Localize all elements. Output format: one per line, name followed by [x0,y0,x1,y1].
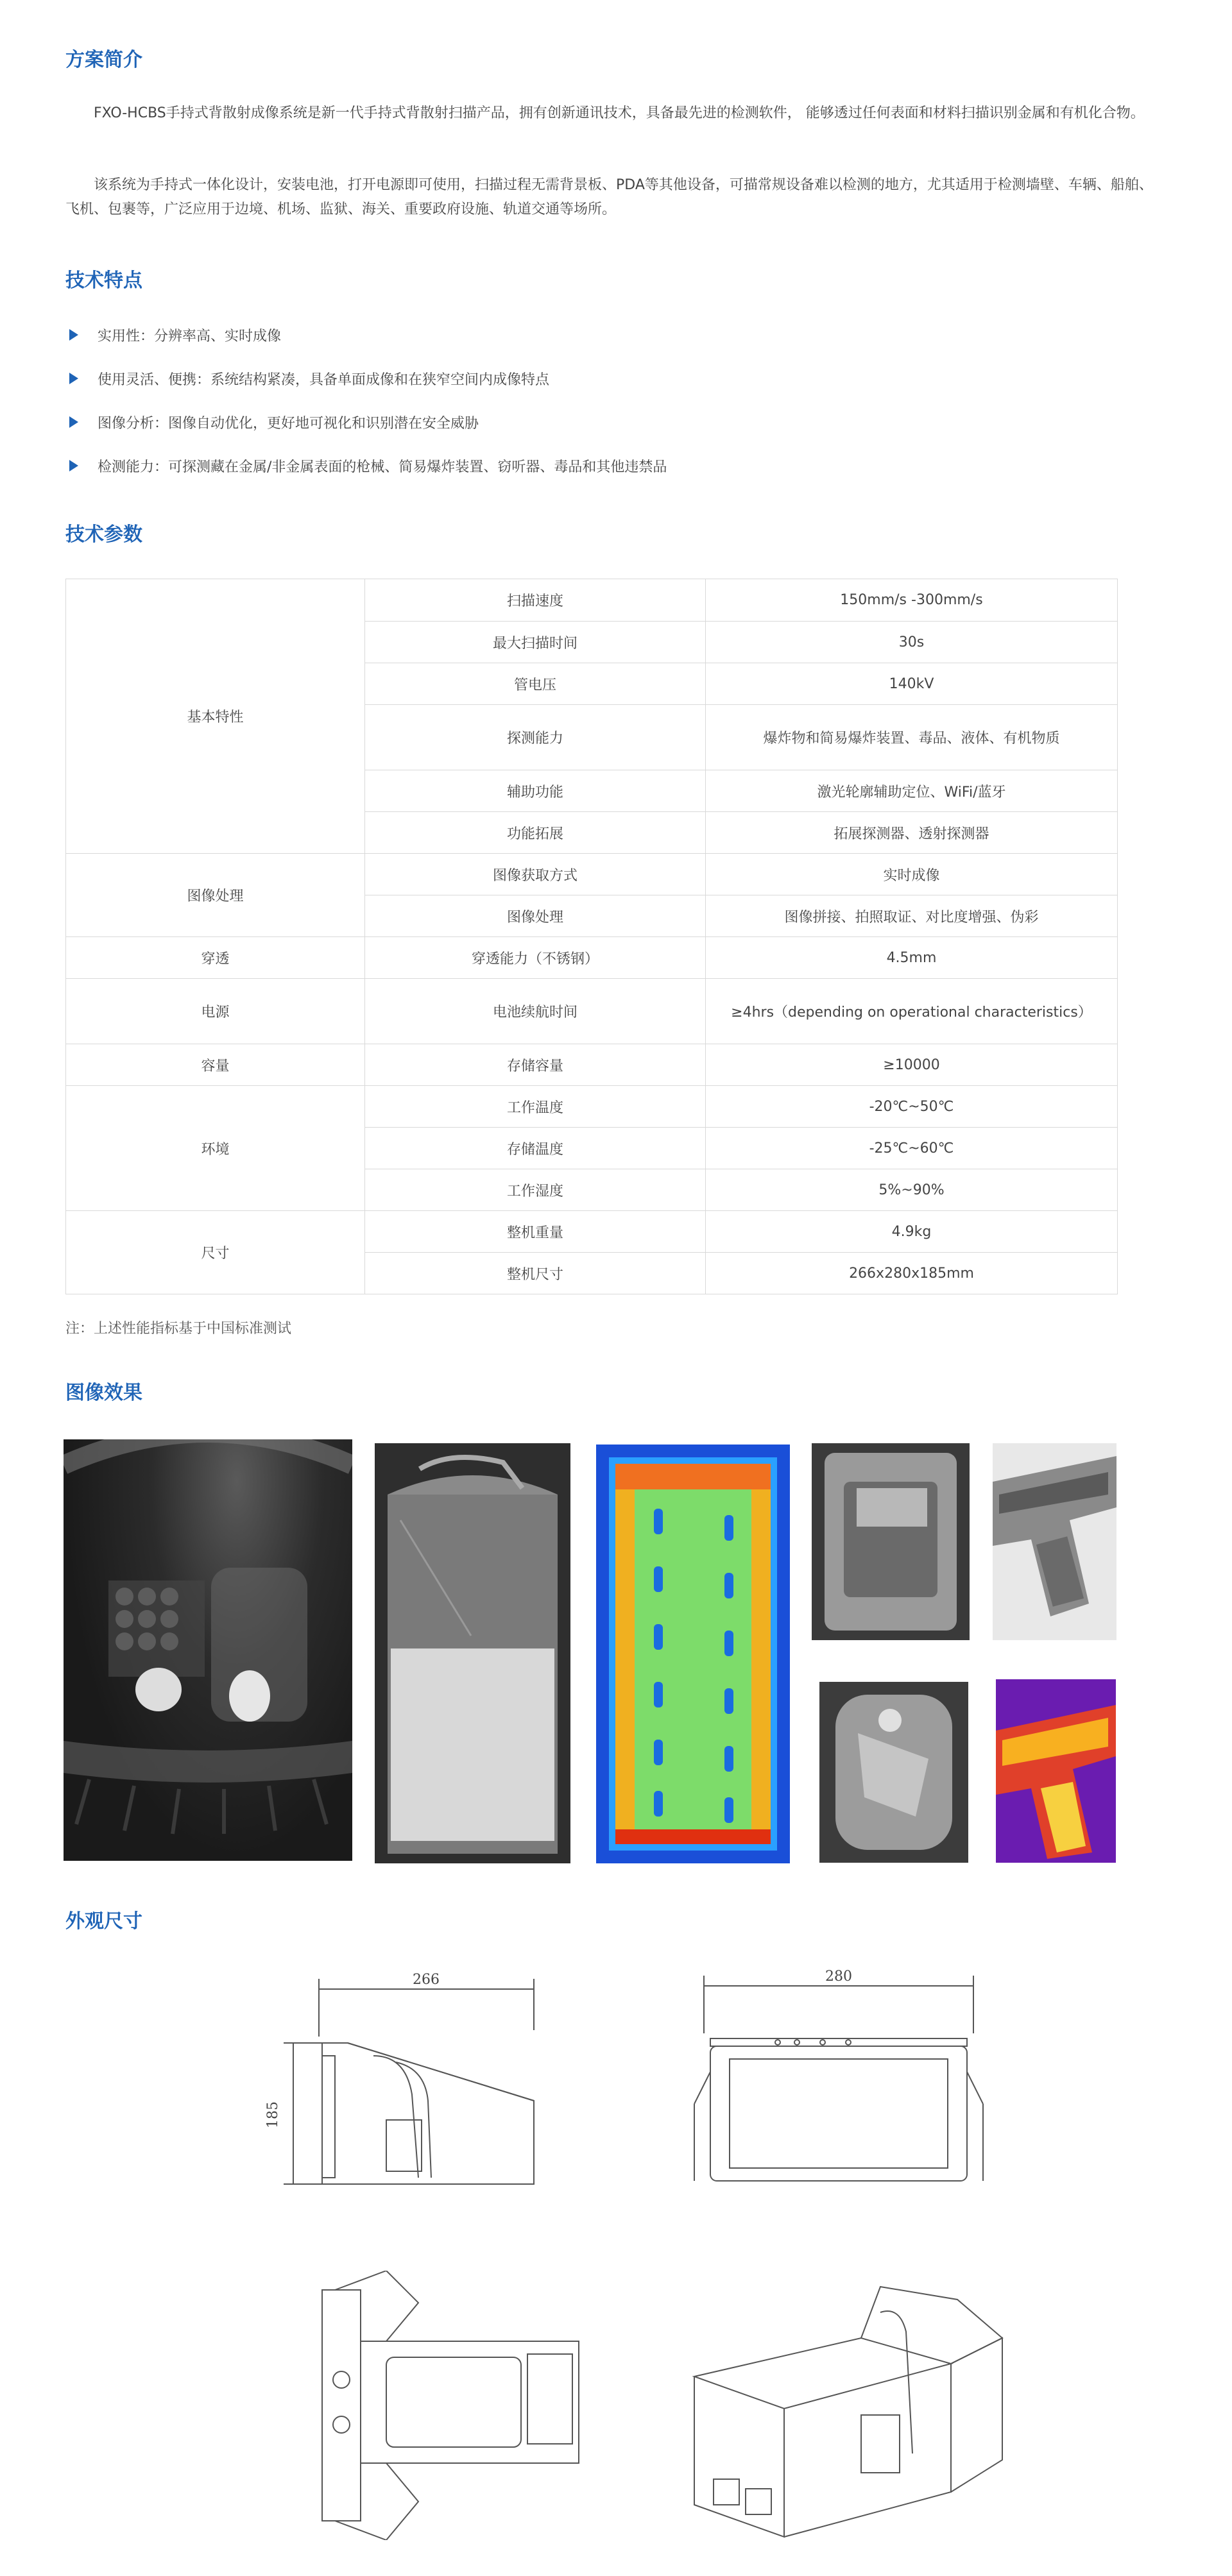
param-name: 扫描速度 [365,579,706,622]
device-scan-graphic [812,1443,970,1640]
arrow-icon [69,416,78,428]
param-name: 最大扫描时间 [365,622,706,663]
pistol-scan-graphic [993,1443,1116,1640]
param-name: 图像处理 [365,895,706,937]
param-value: 图像拼接、拍照取证、对比度增强、伪彩 [706,895,1118,937]
pistol-pseudocolor-graphic [996,1679,1116,1863]
param-value: 4.9kg [706,1211,1118,1253]
param-value: 实时成像 [706,854,1118,895]
params-table [65,579,1118,1294]
feature-text: 使用灵活、便携：系统结构紧凑，具备单面成像和在狭窄空间内成像特点 [98,371,550,388]
width-label-2: 280 [825,1969,852,1985]
param-name: 穿透能力（不锈钢） [365,937,706,979]
size-title: 外观尺寸 [65,1910,142,1933]
param-name: 电池续航时间 [365,979,706,1044]
param-value: 150mm/s -300mm/s [706,579,1118,622]
footnote: 注：上述性能指标基于中国标准测试 [65,1321,292,1337]
group-cell: 环境 [66,1086,365,1211]
side-view-drawing [258,1966,617,2210]
param-value: 激光轮廓辅助定位、WiFi/蓝牙 [706,770,1118,812]
feature-text: 检测能力：可探测藏在金属/非金属表面的枪械、简易爆炸装置、窃听器、毒品和其他违禁品 [98,459,667,475]
group-cell: 电源 [66,979,365,1044]
pseudocolor-scan-graphic [596,1445,790,1863]
images-title: 图像效果 [65,1382,142,1404]
param-value: 140kV [706,663,1118,705]
feature-item [65,313,667,357]
param-value: 4.5mm [706,937,1118,979]
intro-paragraph-1: FXO-HCBS手持式背散射成像系统是新一代手持式背散射扫描产品，拥有创新通讯技术，具备最先进的检测软件， 能够透过任何表面和材料扫描识别金属和有机化合物。 [94,105,1145,121]
xray-image-device [812,1443,970,1640]
param-name: 工作湿度 [365,1169,706,1211]
group-cell: 穿透 [66,937,365,979]
param-name: 探测能力 [365,705,706,770]
param-value: 266x280x185mm [706,1253,1118,1294]
param-value: 30s [706,622,1118,663]
group-cell: 基本特性 [66,579,365,854]
param-value: -20℃~50℃ [706,1086,1118,1128]
feature-item [65,444,667,487]
table-row [66,979,1118,1044]
height-label: 185 [265,2101,281,2128]
param-name: 工作温度 [365,1086,706,1128]
front-view-drawing [669,1963,1028,2207]
xray-image-pistol [993,1443,1116,1640]
param-name: 整机尺寸 [365,1253,706,1294]
table-row [66,1086,1118,1128]
param-name: 辅助功能 [365,770,706,812]
table-row [66,937,1118,979]
xray-image-object [819,1682,968,1863]
isometric-view-drawing [669,2261,1041,2550]
width-label-1: 266 [413,1972,440,1988]
table-row [66,1044,1118,1086]
wheel-scan-graphic [64,1439,352,1861]
backscatter-image-cylinder [375,1443,570,1863]
param-value: 爆炸物和简易爆炸装置、毒品、液体、有机物质 [706,705,1118,770]
param-name: 功能拓展 [365,812,706,854]
features-list [65,313,667,487]
param-value: 拓展探测器、透射探测器 [706,812,1118,854]
arrow-icon [69,460,78,471]
pseudocolor-image-container [596,1445,790,1863]
feature-text: 实用性：分辨率高、实时成像 [98,328,282,344]
feature-text: 图像分析：图像自动优化，更好地可视化和识别潜在安全威胁 [98,415,479,432]
param-name: 管电压 [365,663,706,705]
backscatter-image-wheel [64,1439,352,1861]
features-title: 技术特点 [65,269,142,292]
cylinder-scan-graphic [375,1443,570,1863]
param-name: 存储温度 [365,1128,706,1169]
param-value: ≥10000 [706,1044,1118,1086]
arrow-icon [69,329,78,341]
param-value: -25℃~60℃ [706,1128,1118,1169]
param-name: 图像获取方式 [365,854,706,895]
feature-item [65,400,667,444]
params-title: 技术参数 [65,523,142,546]
intro-title: 方案简介 [65,49,142,71]
group-cell: 图像处理 [66,854,365,937]
table-row [66,1211,1118,1253]
group-cell: 尺寸 [66,1211,365,1294]
param-value: ≥4hrs（depending on operational characteristics） [706,979,1118,1044]
pseudocolor-image-pistol [996,1679,1116,1863]
group-cell: 容量 [66,1044,365,1086]
object-scan-graphic [819,1682,968,1863]
top-view-drawing [309,2271,617,2540]
arrow-icon [69,373,78,384]
table-row [66,854,1118,895]
feature-item [65,357,667,400]
param-name: 存储容量 [365,1044,706,1086]
param-value: 5%~90% [706,1169,1118,1211]
param-name: 整机重量 [365,1211,706,1253]
table-row [66,579,1118,622]
intro-paragraph-2: 该系统为手持式一体化设计，安装电池，打开电源即可使用，扫描过程无需背景板、PDA等其他设备，可描常规设备难以检测的地方，尤其适用于检测墙壁、车辆、船舶、飞机、包裹等，广泛应用于边境、机场、监狱、海关、重要政府设施、轨道交通等场所。 [65,177,1153,217]
